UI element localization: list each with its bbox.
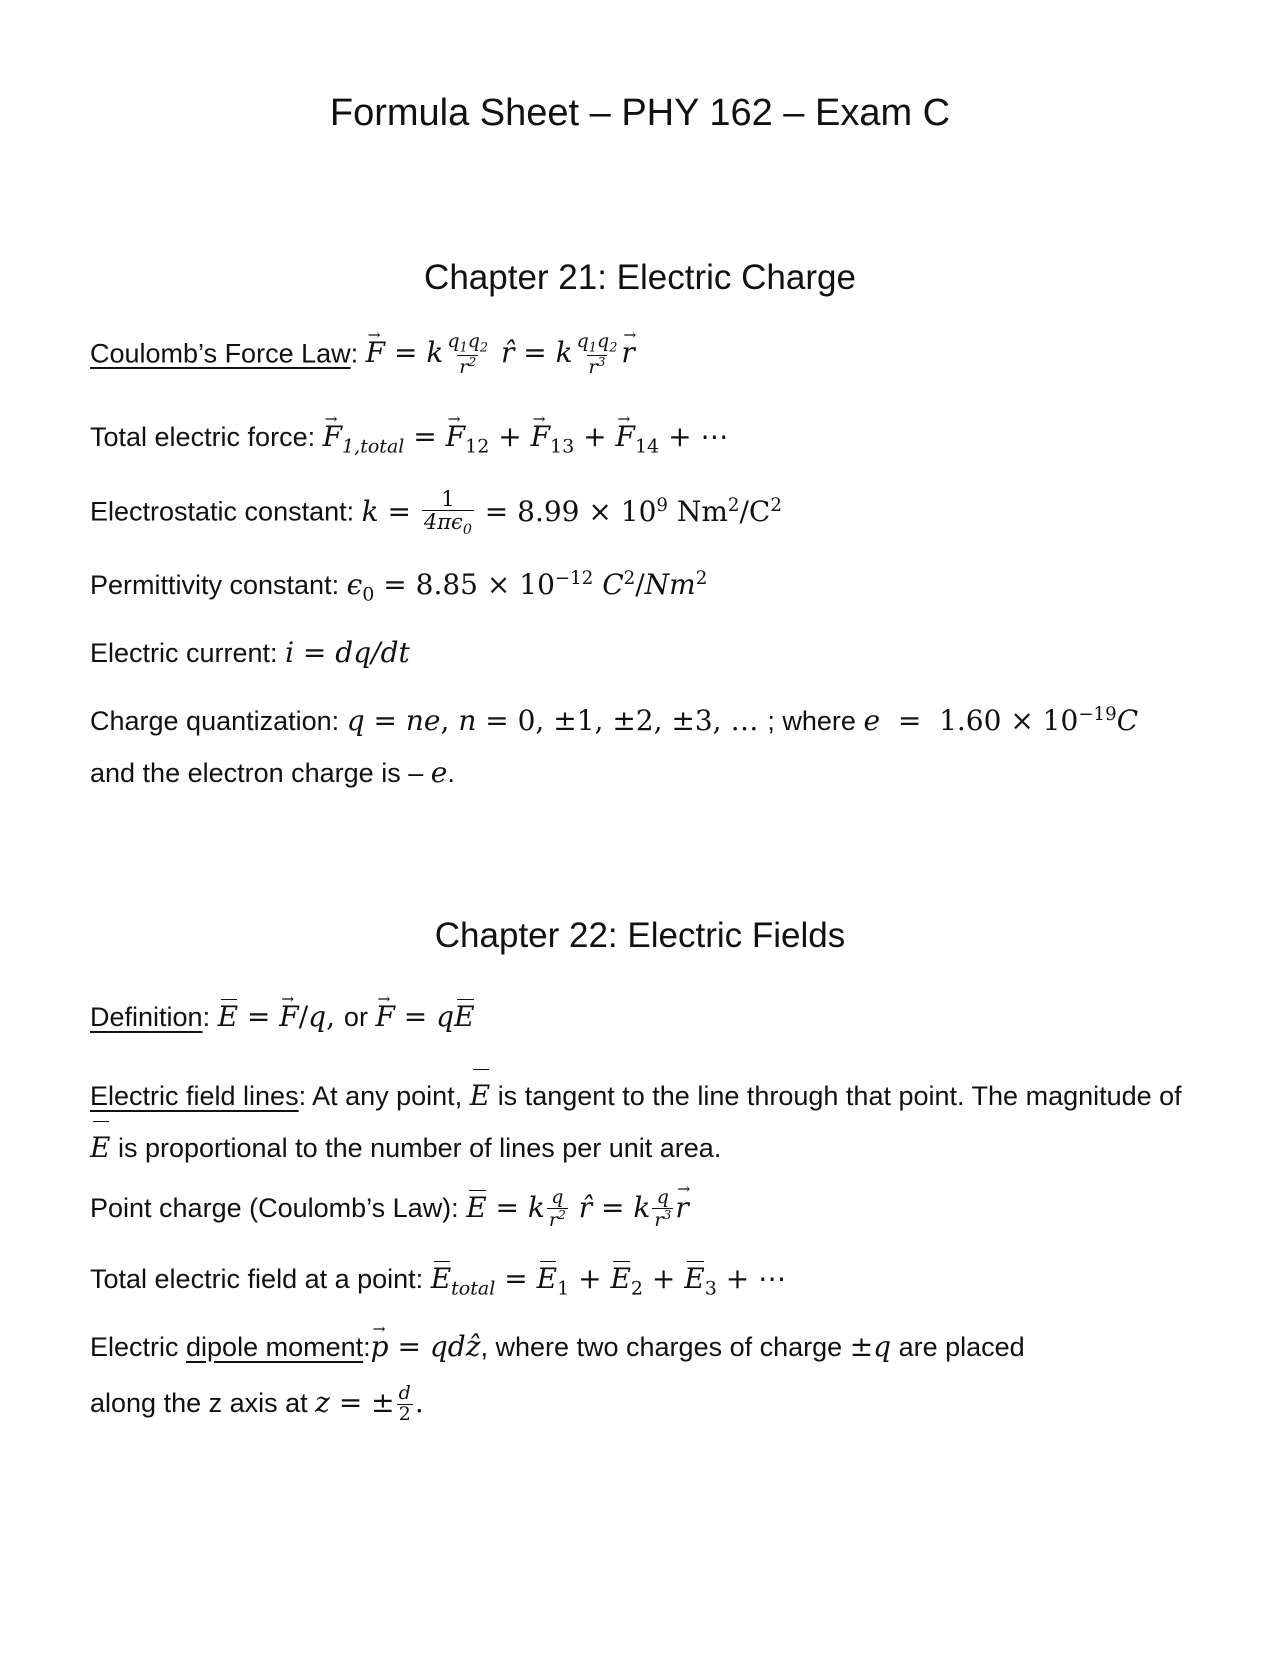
permittivity-constant — [90, 568, 707, 606]
definition-or: or — [343, 1002, 368, 1032]
electrostatic-formula: k = $\frac{1}{4\pi\epsilon_0}$ = $8.99 \times 10^9$ $Nm^2/C^2$ — [361, 487, 782, 539]
field-definition: Definition: E = → F/q, or → F = qE — [90, 1000, 475, 1033]
permittivity-value: 8.85 — [415, 568, 478, 601]
coulomb-formula: → F = k $\frac{q_1q_2}{r^2}$ r̂ = k $\frac{q_1q_2}{r^3}$ → r — [366, 336, 635, 369]
charge-formula: q = ne, n = 0, ±1, ±2, ±3, … — [346, 704, 768, 737]
dipole-line2: along the z axis at — [90, 1387, 308, 1418]
dipole-text2: are placed — [898, 1332, 1025, 1362]
charge-quantization-line2: and the electron charge is – e. — [90, 756, 455, 789]
total-field-label: Total electric field at a point: — [90, 1264, 424, 1294]
chapter-22-heading: Chapter 22: Electric Fields — [434, 916, 846, 955]
total-electric-force — [90, 420, 728, 458]
field-lines-text1: At any point, — [312, 1081, 463, 1111]
dipole-moment-line2 — [90, 1384, 424, 1425]
total-field-formula: $E_{total} = E_1 + E_2 + E_3$ + ⋯ — [430, 1262, 787, 1300]
total-force-formula: → $F_{1,total}$ = → $F_{12}$ + → $F_{13}$ + → $F_{14}$ + ⋯ — [323, 420, 729, 453]
coulomb-force-law: Coulomb’s Force Law: → F = k $\frac{q_1q_2}{r^2}$ r̂ = k $\frac{q_1q_2}{r^3}$ → r — [90, 332, 635, 378]
dipole-formula: → p = qdẑ — [371, 1330, 481, 1363]
field-lines: Electric field lines: At any point, E is tangent to the line through that point. The magnitude of E is proportional to the number of lines per unit area. — [90, 1070, 1200, 1174]
electrostatic-value: 8.99 — [517, 494, 580, 528]
field-lines-text2: is tangent to the line through that point. The — [497, 1081, 1019, 1111]
coulomb-label: Coulomb’s Force Law — [90, 338, 351, 369]
current-formula: i = dq/dt — [285, 636, 410, 669]
definition-label: Definition — [90, 1002, 203, 1032]
current-label: Electric current: — [90, 638, 278, 668]
dipole-prefix: Electric — [90, 1332, 179, 1362]
point-charge-formula: E = k $\frac{q}{r^2}$ r̂ = k $\frac{q}{r^3}$ → r — [466, 1191, 689, 1224]
field-lines-text3: magnitude of — [1025, 1081, 1182, 1111]
electron-value: 1.60 — [939, 704, 1002, 737]
page-title: Formula Sheet – PHY 162 – Exam C — [329, 92, 951, 134]
electrostatic-constant — [90, 488, 782, 538]
dipole-label: dipole moment — [186, 1332, 364, 1362]
dipole-moment: Electric dipole moment:→ p = qdẑ, where two charges of charge ±q are placed — [90, 1330, 1025, 1363]
point-charge-field — [90, 1188, 689, 1231]
total-force-label: Total electric force: — [90, 422, 316, 452]
dipole-text: , where two charges of charge — [480, 1332, 843, 1362]
field-lines-text4: is proportional to the number of lines per unit area. — [117, 1133, 722, 1163]
charge-where: ; where — [767, 706, 856, 736]
definition-formula-2: → F = qE — [375, 1000, 474, 1033]
permittivity-formula: $\epsilon_0 = 8.85 \times 10^{-12}$ $C^2/Nm^2$ — [346, 568, 708, 606]
point-charge-label: Point charge (Coulomb’s Law): — [90, 1192, 459, 1223]
definition-formula: E = → F/q, — [218, 1000, 344, 1033]
electron-charge-formula: $e = 1.60 \times 10^{-19}C$ — [863, 704, 1139, 737]
total-electric-field — [90, 1262, 786, 1300]
electrostatic-label: Electrostatic constant: — [90, 496, 355, 527]
electric-current — [90, 636, 410, 669]
dipole-position-formula: z = ± $\frac{d}{2}$ . — [315, 1382, 424, 1425]
field-lines-label: Electric field lines — [90, 1081, 299, 1111]
charge-label: Charge quantization: — [90, 706, 340, 736]
permittivity-label: Permittivity constant: — [90, 570, 340, 600]
charge-line2: and the electron charge is – — [90, 758, 424, 788]
chapter-21-heading: Chapter 21: Electric Charge — [424, 258, 856, 297]
charge-quantization — [90, 704, 1138, 737]
